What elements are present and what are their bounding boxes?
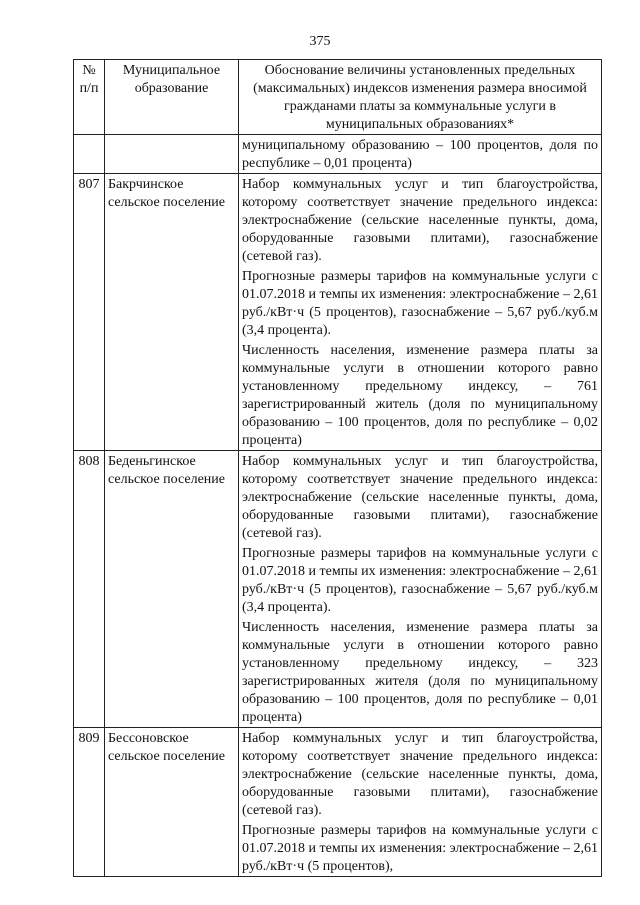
tariff-index-table	[73, 59, 602, 877]
table-row	[74, 728, 602, 877]
continuation-number-cell	[74, 135, 105, 174]
continuation-paragraph: муниципальному образованию – 100 процентов, доля по республике – 0,01 процента)	[242, 138, 598, 171]
justification-paragraph: Набор коммунальных услуг и тип благоустройства, которому соответствует значение предельного индекса: электроснабжение (сельские населенные пункты, дома, оборудованные газовыми плитами), газоснабжение (сетевой газ).	[242, 177, 598, 264]
row-justification	[239, 174, 602, 451]
row-municipality: Бакрчинское сельское поселение	[105, 174, 239, 451]
row-justification	[239, 728, 602, 877]
row-number: 808	[74, 451, 105, 728]
table-row-continuation	[74, 135, 602, 174]
row-municipality: Беденьгинское сельское поселение	[105, 451, 239, 728]
justification-paragraph: Численность населения, изменение размера платы за коммунальные услуги в отношении которого равно установленному предельному индексу, – 761 зарегистрированный житель (доля по муниципальному образованию – 100 процентов, доля по республике – 0,02 процента)	[242, 343, 598, 448]
row-number: 807	[74, 174, 105, 451]
continuation-municipality-cell	[105, 135, 239, 174]
justification-paragraph: Численность населения, изменение размера платы за коммунальные услуги в отношении которого равно установленному предельному индексу, – 323 зарегистрированных жителя (доля по муниципальному образованию – 100 процентов, доля по республике – 0,01 процента)	[242, 620, 598, 725]
header-municipality: Муниципальное образование	[105, 60, 239, 135]
row-municipality: Бессоновское сельское поселение	[105, 728, 239, 877]
table-row	[74, 451, 602, 728]
continuation-text-cell	[239, 135, 602, 174]
justification-paragraph: Набор коммунальных услуг и тип благоустройства, которому соответствует значение предельного индекса: электроснабжение (сельские населенные пункты, дома, оборудованные газовыми плитами), газоснабжение (сетевой газ).	[242, 454, 598, 541]
table-row	[74, 174, 602, 451]
header-number: № п/п	[74, 60, 105, 135]
header-justification: Обоснование величины установленных предельных (максимальных) индексов изменения размера вносимой гражданами платы за коммунальные услуги в муниципальных образованиях*	[239, 60, 602, 135]
justification-paragraph: Прогнозные размеры тарифов на коммунальные услуги с 01.07.2018 и темпы их изменения: электроснабжение – 2,61 руб./кВт·ч (5 процентов), газоснабжение – 5,67 руб./куб.м (3,4 процента).	[242, 546, 598, 615]
justification-paragraph: Набор коммунальных услуг и тип благоустройства, которому соответствует значение предельного индекса: электроснабжение (сельские населенные пункты, дома, оборудованные газовыми плитами), газоснабжение (сетевой газ).	[242, 731, 598, 818]
row-number: 809	[74, 728, 105, 877]
justification-paragraph: Прогнозные размеры тарифов на коммунальные услуги с 01.07.2018 и темпы их изменения: электроснабжение – 2,61 руб./кВт·ч (5 процентов), газоснабжение – 5,67 руб./куб.м (3,4 процента).	[242, 269, 598, 338]
page-number: 375	[309, 34, 331, 49]
row-justification	[239, 451, 602, 728]
table-header-row	[74, 60, 602, 135]
justification-paragraph: Прогнозные размеры тарифов на коммунальные услуги с 01.07.2018 и темпы их изменения: электроснабжение – 2,61 руб./кВт·ч (5 процентов),	[242, 823, 598, 874]
